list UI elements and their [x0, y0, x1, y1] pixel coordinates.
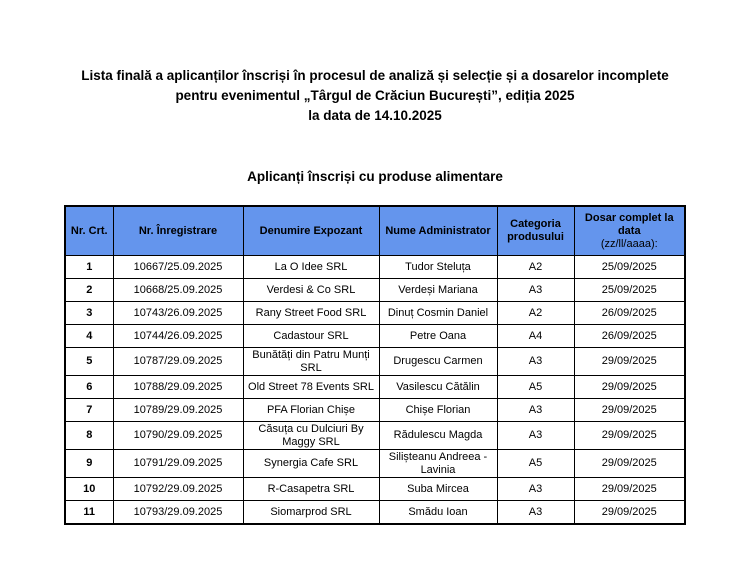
- table-cell: La O Idee SRL: [243, 256, 379, 279]
- table-body: [65, 256, 685, 525]
- table-row: [65, 348, 685, 376]
- table-row: [65, 399, 685, 422]
- table-cell: Smădu Ioan: [379, 501, 497, 525]
- table-cell: Chișe Florian: [379, 399, 497, 422]
- table-cell: 10787/29.09.2025: [113, 348, 243, 376]
- header-nume-administrator: Nume Administrator: [379, 206, 497, 256]
- table-cell: 25/09/2025: [574, 256, 685, 279]
- table-cell: 25/09/2025: [574, 279, 685, 302]
- header-dosar-complet-label: Dosar complet la data: [584, 211, 674, 237]
- table-cell: A3: [497, 422, 574, 450]
- table-cell: Silișteanu Andreea - Lavinia: [379, 450, 497, 478]
- table-cell: A5: [497, 450, 574, 478]
- table-cell: Rădulescu Magda: [379, 422, 497, 450]
- document-title: [0, 66, 750, 126]
- table-cell: 1: [65, 256, 113, 279]
- table-cell: 3: [65, 302, 113, 325]
- table-cell: Cadastour SRL: [243, 325, 379, 348]
- table-cell: 29/09/2025: [574, 376, 685, 399]
- table-cell: Dinuț Cosmin Daniel: [379, 302, 497, 325]
- table-cell: 11: [65, 501, 113, 525]
- table-cell: Old Street 78 Events SRL: [243, 376, 379, 399]
- table-cell: 26/09/2025: [574, 302, 685, 325]
- header-denumire-expozant: Denumire Expozant: [243, 206, 379, 256]
- table-cell: Bunătăți din Patru Munți SRL: [243, 348, 379, 376]
- table-cell: 10792/29.09.2025: [113, 478, 243, 501]
- table-cell: 10743/26.09.2025: [113, 302, 243, 325]
- table-cell: 10789/29.09.2025: [113, 399, 243, 422]
- table-cell: Rany Street Food SRL: [243, 302, 379, 325]
- table-cell: 9: [65, 450, 113, 478]
- table-cell: 10: [65, 478, 113, 501]
- header-nr-crt: Nr. Crt.: [65, 206, 113, 256]
- table-cell: A3: [497, 399, 574, 422]
- table-cell: A2: [497, 256, 574, 279]
- table-cell: 4: [65, 325, 113, 348]
- table-cell: 29/09/2025: [574, 348, 685, 376]
- table-cell: 29/09/2025: [574, 399, 685, 422]
- document-page: [0, 66, 750, 525]
- table-row: [65, 478, 685, 501]
- table-cell: A2: [497, 302, 574, 325]
- table-cell: A3: [497, 501, 574, 525]
- table-cell: 7: [65, 399, 113, 422]
- table-cell: 5: [65, 348, 113, 376]
- header-dosar-complet: [574, 206, 685, 256]
- table-cell: 29/09/2025: [574, 450, 685, 478]
- table-cell: 6: [65, 376, 113, 399]
- document-title-line-1: Lista finală a aplicanților înscriși în procesul de analiză și selecție și a dosarelor incomplete: [81, 68, 669, 83]
- table-cell: 29/09/2025: [574, 422, 685, 450]
- table-row: [65, 376, 685, 399]
- table-cell: Verdesi & Co SRL: [243, 279, 379, 302]
- header-dosar-complet-format: (zz/ll/aaaa):: [600, 237, 658, 250]
- table-cell: A4: [497, 325, 574, 348]
- table-cell: 10793/29.09.2025: [113, 501, 243, 525]
- table-cell: 10668/25.09.2025: [113, 279, 243, 302]
- table-cell: Drugescu Carmen: [379, 348, 497, 376]
- table-row: [65, 422, 685, 450]
- table-row: [65, 325, 685, 348]
- header-nr-inregistrare: Nr. Înregistrare: [113, 206, 243, 256]
- table-cell: Verdeși Mariana: [379, 279, 497, 302]
- applicants-table: [64, 205, 686, 525]
- table-cell: Petre Oana: [379, 325, 497, 348]
- table-row: [65, 501, 685, 525]
- document-title-line-2: pentru evenimentul „Târgul de Crăciun București”, ediția 2025: [175, 88, 575, 103]
- table-cell: Vasilescu Cătălin: [379, 376, 497, 399]
- table-cell: 29/09/2025: [574, 478, 685, 501]
- table-header-row: [65, 206, 685, 256]
- table-cell: 26/09/2025: [574, 325, 685, 348]
- table-cell: 29/09/2025: [574, 501, 685, 525]
- table-cell: A3: [497, 478, 574, 501]
- table-row: [65, 450, 685, 478]
- table-cell: Synergia Cafe SRL: [243, 450, 379, 478]
- header-categoria-produsului: Categoria produsului: [497, 206, 574, 256]
- table-cell: A5: [497, 376, 574, 399]
- table-cell: Siomarprod SRL: [243, 501, 379, 525]
- table-cell: 10744/26.09.2025: [113, 325, 243, 348]
- table-cell: Căsuța cu Dulciuri By Maggy SRL: [243, 422, 379, 450]
- table-cell: 2: [65, 279, 113, 302]
- table-row: [65, 256, 685, 279]
- table-row: [65, 302, 685, 325]
- table-cell: Suba Mircea: [379, 478, 497, 501]
- table-cell: 8: [65, 422, 113, 450]
- table-cell: 10791/29.09.2025: [113, 450, 243, 478]
- table-cell: A3: [497, 279, 574, 302]
- document-title-line-3: la data de 14.10.2025: [308, 108, 442, 123]
- section-title: Aplicanți înscriși cu produse alimentare: [247, 169, 503, 184]
- table-cell: 10790/29.09.2025: [113, 422, 243, 450]
- table-cell: 10788/29.09.2025: [113, 376, 243, 399]
- table-cell: 10667/25.09.2025: [113, 256, 243, 279]
- table-cell: A3: [497, 348, 574, 376]
- table-row: [65, 279, 685, 302]
- table-cell: R-Casapetra SRL: [243, 478, 379, 501]
- table-cell: PFA Florian Chișe: [243, 399, 379, 422]
- table-cell: Tudor Steluța: [379, 256, 497, 279]
